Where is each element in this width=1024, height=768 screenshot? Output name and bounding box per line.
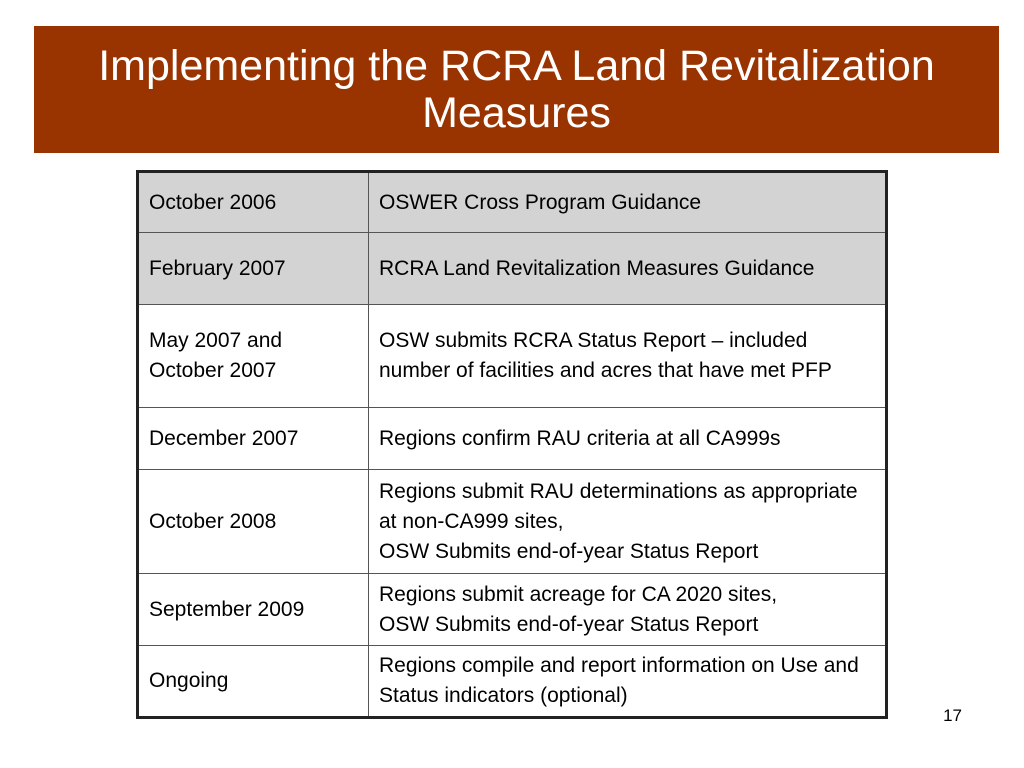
timeline-table (136, 170, 888, 719)
date-cell: Ongoing (138, 646, 369, 718)
table-row (138, 646, 887, 718)
table-row (138, 574, 887, 646)
description-cell: RCRA Land Revitalization Measures Guidance (369, 233, 887, 305)
date-cell: December 2007 (138, 408, 369, 470)
slide-title-bar (34, 26, 999, 153)
description-cell (369, 574, 887, 646)
description-line: Regions submit acreage for CA 2020 sites, (379, 582, 778, 606)
description-line: OSW Submits end-of-year Status Report (379, 612, 759, 636)
description-line: OSW Submits end-of-year Status Report (379, 539, 759, 563)
date-cell: October 2008 (138, 470, 369, 574)
slide-title-line-1: Implementing the RCRA Land Revitalization (98, 41, 935, 90)
date-cell: February 2007 (138, 233, 369, 305)
description-cell: OSW submits RCRA Status Report – included number of facilities and acres that have met PFP (369, 305, 887, 408)
table-row (138, 408, 887, 470)
table-row (138, 172, 887, 233)
description-cell: Regions confirm RAU criteria at all CA999s (369, 408, 887, 470)
slide-number: 17 (943, 706, 962, 725)
table-row (138, 233, 887, 305)
table-row (138, 470, 887, 574)
date-cell: September 2009 (138, 574, 369, 646)
slide-title-line-2: Measures (422, 88, 611, 137)
date-cell: May 2007 and October 2007 (138, 305, 369, 408)
description-line: Regions submit RAU determinations as appropriate at non-CA999 sites, (379, 479, 858, 533)
date-cell: October 2006 (138, 172, 369, 233)
table-row (138, 305, 887, 408)
description-cell: OSWER Cross Program Guidance (369, 172, 887, 233)
description-cell: Regions compile and report information on Use and Status indicators (optional) (369, 646, 887, 718)
description-cell (369, 470, 887, 574)
